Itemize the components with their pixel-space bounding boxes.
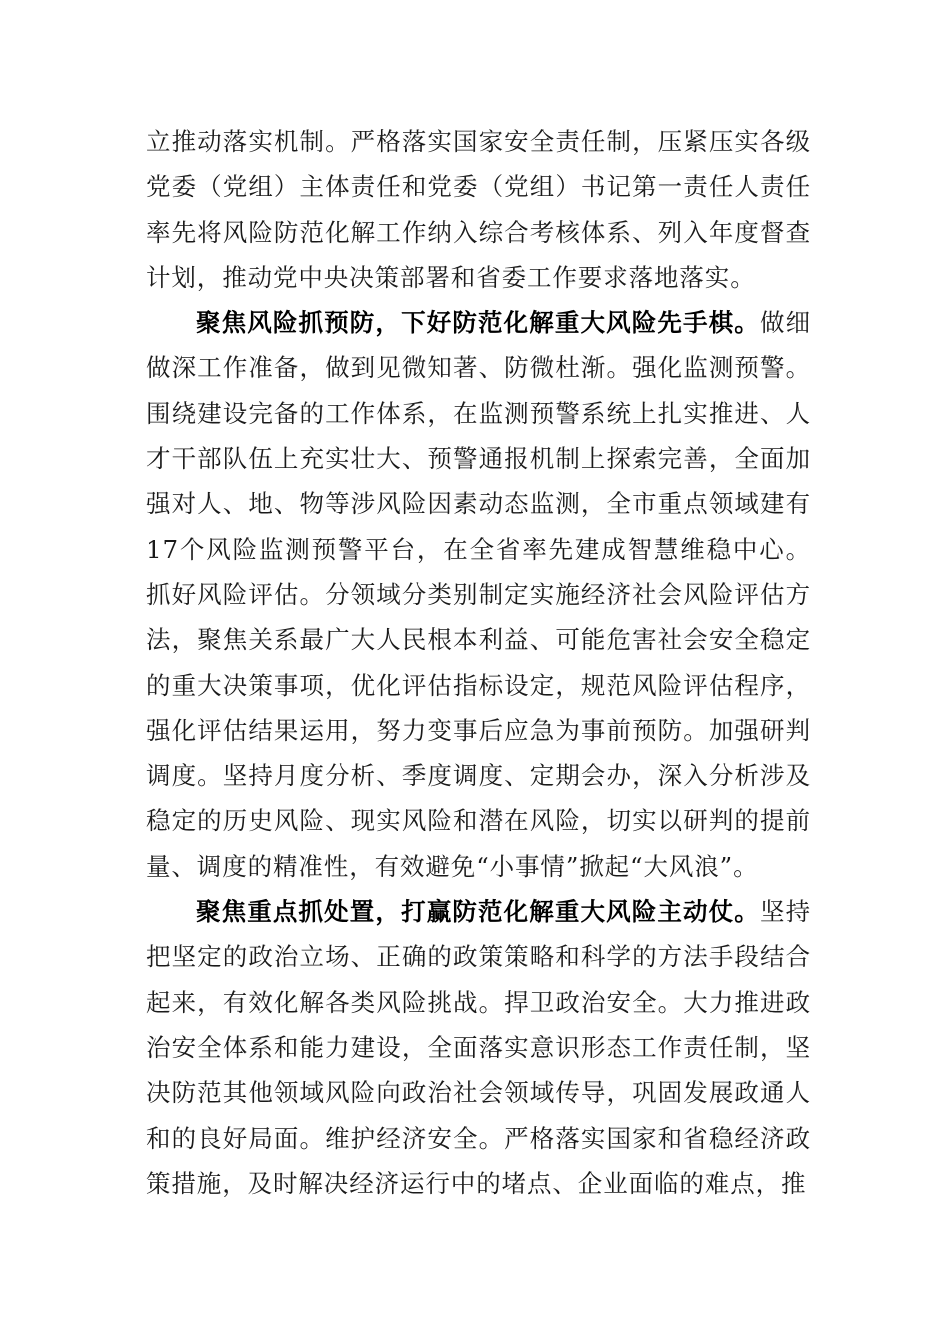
paragraph-1: [146, 119, 811, 300]
body-text: [146, 119, 811, 1206]
paragraph-3-text: 坚持把坚定的政治立场、正确的政策策略和科学的方法手段结合起来，有效化解各类风险挑战。捍卫政治安全。大力推进政治安全体系和能力建设，全面落实意识形态工作责任制，坚决防范其他领域风险向政治社会领域传导，巩固发展政通人和的良好局面。维护经济安全。严格落实国家和省稳经济政策措施，及时解决经济运行中的堵点、企业面临的难点，推: [146, 897, 811, 1198]
paragraph-3: [146, 889, 811, 1206]
paragraph-3-heading: 聚焦重点抓处置，打赢防范化解重大风险主动仗。: [196, 897, 760, 927]
paragraph-2-text: 做细做深工作准备，做到见微知著、防微杜渐。强化监测预警。围绕建设完备的工作体系，在监测预警系统上扎实推进、人才干部队伍上充实壮大、预警通报机制上探索完善，全面加强对人、地、物等涉风险因素动态监测，全市重点领域建有17个风险监测预警平台，在全省率先建成智慧维稳中心。抓好风险评估。分领域分类别制定实施经济社会风险评估方法，聚焦关系最广大人民根本利益、可能危害社会安全稳定的重大决策事项，优化评估指标设定，规范风险评估程序，强化评估结果运用，努力变事后应急为事前预防。加强研判调度。坚持月度分析、季度调度、定期会办，深入分析涉及稳定的历史风险、现实风险和潜在风险，切实以研判的提前量、调度的精准性，有效避免“小事情”掀起“大风浪”。: [146, 308, 811, 881]
paragraph-2-heading: 聚焦风险抓预防，下好防范化解重大风险先手棋。: [196, 308, 760, 338]
paragraph-1-text: 立推动落实机制。严格落实国家安全责任制，压紧压实各级党委（党组）主体责任和党委（党组）书记第一责任人责任率先将风险防范化解工作纳入综合考核体系、列入年度督查计划，推动党中央决策部署和省委工作要求落地落实。: [146, 127, 811, 292]
paragraph-2: [146, 300, 811, 889]
